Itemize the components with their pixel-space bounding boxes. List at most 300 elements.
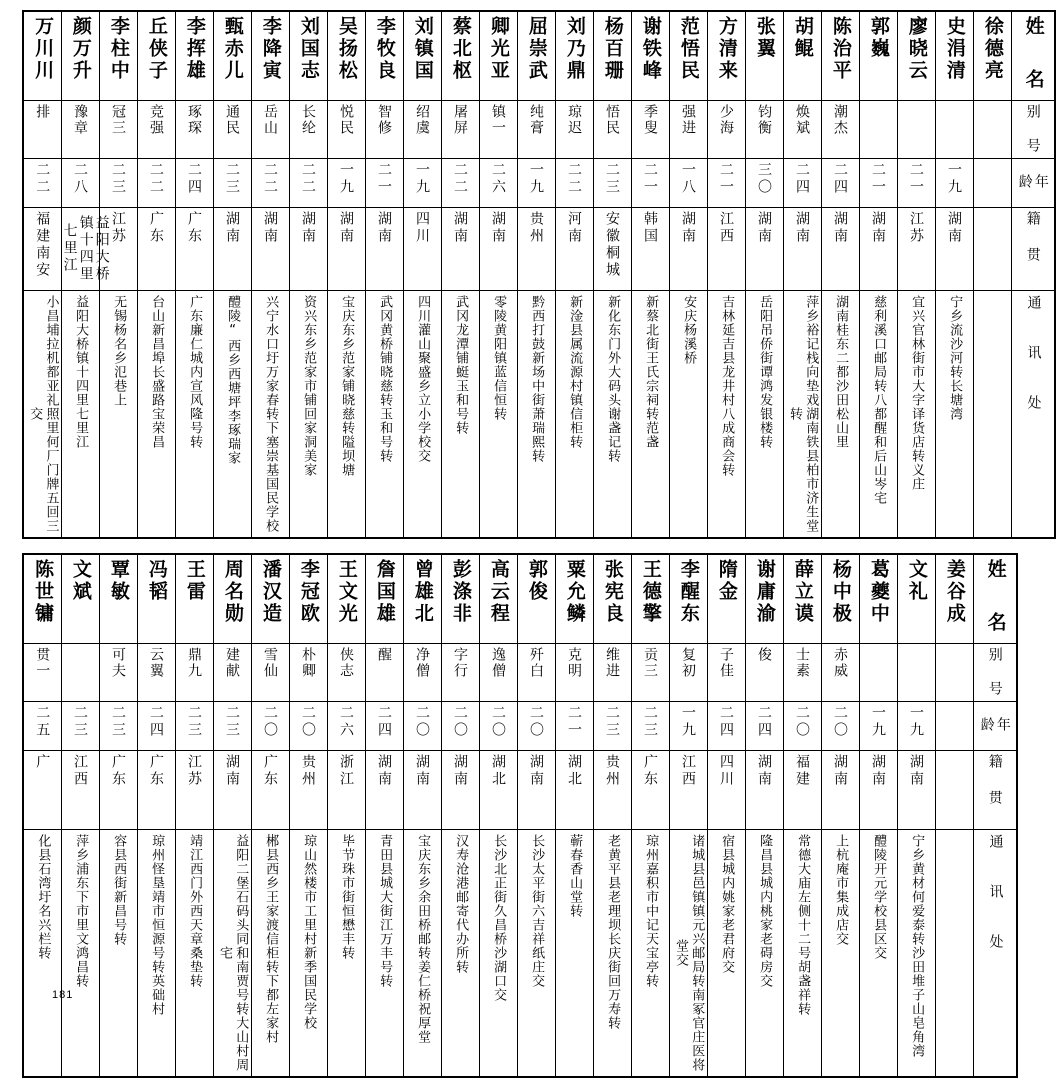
age-text: 二二 bbox=[148, 162, 165, 196]
cell-address bbox=[213, 830, 251, 1078]
header-address-text: 通 讯 处 bbox=[1025, 295, 1042, 419]
cell-alias bbox=[555, 101, 593, 159]
age-text: 二二 bbox=[452, 162, 469, 196]
name-text: 刘镇国 bbox=[411, 16, 434, 82]
cell-alias bbox=[251, 644, 289, 702]
address-text: 琼州嘉积市中记天宝亭转 bbox=[643, 834, 659, 988]
cell-native bbox=[935, 751, 973, 830]
name-text: 隋金 bbox=[715, 559, 738, 603]
native-text: 贵州 bbox=[300, 754, 317, 788]
native-text: 湖南 bbox=[946, 211, 963, 245]
cell-alias bbox=[783, 644, 821, 702]
cell-alias bbox=[137, 644, 175, 702]
age-text: 二三 bbox=[642, 705, 659, 739]
address-text: 郴县西乡王家渡信柜转下都左家村 bbox=[263, 834, 279, 1044]
cell-alias bbox=[669, 101, 707, 159]
name-text: 卿光亚 bbox=[487, 16, 510, 82]
row-age bbox=[23, 702, 1017, 751]
name-text: 陈治平 bbox=[829, 16, 852, 82]
cell-age bbox=[479, 159, 517, 208]
native-text: 湖南 bbox=[794, 211, 811, 245]
cell-alias bbox=[859, 101, 897, 159]
cell-alias bbox=[631, 101, 669, 159]
alias-text: 竞强 bbox=[148, 104, 165, 136]
address-text: 四川灌山聚盛乡立小学校交 bbox=[415, 295, 431, 463]
address-text: 宜兴官林街市大字译货店转义庄 bbox=[909, 295, 925, 491]
cell-native bbox=[669, 751, 707, 830]
cell-native bbox=[859, 751, 897, 830]
native-text: 广东 bbox=[110, 754, 127, 788]
name-text: 万川川 bbox=[32, 16, 55, 82]
address-text: 宁乡黄材何爱泰转沙田堆子山皂角湾 bbox=[909, 834, 925, 1058]
cell-address bbox=[137, 291, 175, 539]
cell-name bbox=[441, 11, 479, 101]
address-text: 化县石湾圩名兴栏转 bbox=[35, 834, 51, 960]
page-number: 181 bbox=[52, 989, 74, 1001]
cell-name bbox=[859, 11, 897, 101]
cell-native bbox=[23, 751, 61, 830]
cell-name bbox=[213, 554, 251, 644]
cell-alias bbox=[897, 644, 935, 702]
cell-age bbox=[327, 702, 365, 751]
cell-native bbox=[137, 751, 175, 830]
cell-alias bbox=[365, 644, 403, 702]
cell-age bbox=[365, 702, 403, 751]
cell-native bbox=[137, 208, 175, 291]
cell-address bbox=[745, 291, 783, 539]
address-text: 醴陵开元学校县区交 bbox=[871, 834, 887, 960]
alias-text: 朴卿 bbox=[300, 647, 317, 679]
cell-age bbox=[23, 702, 61, 751]
header-address bbox=[1011, 291, 1055, 539]
cell-native bbox=[213, 751, 251, 830]
header-age-text: 年 龄 bbox=[1016, 174, 1049, 191]
native-text: 湖南 bbox=[452, 211, 469, 245]
native-text: 湖南 bbox=[414, 754, 431, 788]
alias-text: 排 bbox=[34, 104, 51, 120]
cell-name bbox=[821, 11, 859, 101]
cell-native bbox=[859, 208, 897, 291]
address-text: 新蔡北街王氏宗祠转范盏 bbox=[643, 295, 659, 449]
cell-address bbox=[859, 830, 897, 1078]
name-text: 李醒东 bbox=[677, 559, 700, 625]
cell-address bbox=[365, 830, 403, 1078]
cell-alias bbox=[783, 101, 821, 159]
cell-age bbox=[935, 702, 973, 751]
header-age bbox=[973, 702, 1017, 751]
cell-address bbox=[821, 291, 859, 539]
header-native-text: 籍 贯 bbox=[1024, 211, 1041, 264]
header-native bbox=[973, 751, 1017, 830]
address-text: 新淦县属流源村镇信柜转 bbox=[567, 295, 583, 449]
alias-text: 字行 bbox=[452, 647, 469, 679]
name-text: 张宪良 bbox=[601, 559, 624, 625]
native-text: 四川 bbox=[718, 754, 735, 788]
cell-age bbox=[175, 702, 213, 751]
name-text: 李挥雄 bbox=[183, 16, 206, 82]
cell-native bbox=[251, 208, 289, 291]
cell-name bbox=[935, 554, 973, 644]
name-text: 王德擎 bbox=[639, 559, 662, 625]
cell-address bbox=[441, 830, 479, 1078]
alias-text: 琼迟 bbox=[566, 104, 583, 136]
cell-address bbox=[137, 830, 175, 1078]
cell-alias bbox=[745, 644, 783, 702]
cell-native bbox=[99, 751, 137, 830]
cell-address bbox=[403, 830, 441, 1078]
alias-text: 少海 bbox=[718, 104, 735, 136]
cell-address bbox=[517, 830, 555, 1078]
name-text: 李柱中 bbox=[107, 16, 130, 82]
address-text: 上杭庵市集成店交 bbox=[833, 834, 849, 946]
cell-age bbox=[897, 702, 935, 751]
cell-address bbox=[859, 291, 897, 539]
cell-name bbox=[707, 554, 745, 644]
cell-native bbox=[745, 751, 783, 830]
name-text: 刘国志 bbox=[297, 16, 320, 82]
name-text: 吴扬松 bbox=[335, 16, 358, 82]
cell-address bbox=[783, 291, 821, 539]
header-alias bbox=[1011, 101, 1055, 159]
name-text: 覃敏 bbox=[107, 559, 130, 603]
cell-native bbox=[821, 208, 859, 291]
age-text: 二八 bbox=[72, 162, 89, 196]
cell-age bbox=[973, 159, 1011, 208]
cell-alias bbox=[403, 101, 441, 159]
cell-address bbox=[821, 830, 859, 1078]
address-text: 黔西打鼓新场中街萧瑞熙转 bbox=[529, 295, 545, 463]
age-text: 二三 bbox=[224, 705, 241, 739]
address-text: 隆昌县城内桃家老碍房交 bbox=[757, 834, 773, 988]
address-text: 广东廉仁城内宣风隆号转 bbox=[187, 295, 203, 449]
address-text: 长沙太平街六吉祥纸庄交 bbox=[529, 834, 545, 988]
name-text: 文斌 bbox=[69, 559, 92, 603]
cell-alias bbox=[935, 644, 973, 702]
cell-address bbox=[555, 830, 593, 1078]
native-text: 广东 bbox=[186, 211, 203, 245]
address-text: 常德大庙左侧十二号胡盏祥转 bbox=[795, 834, 811, 1016]
cell-native bbox=[175, 751, 213, 830]
cell-age bbox=[821, 159, 859, 208]
name-text: 冯韬 bbox=[145, 559, 168, 603]
cell-alias bbox=[441, 101, 479, 159]
cell-age bbox=[403, 159, 441, 208]
cell-native bbox=[479, 751, 517, 830]
cell-address bbox=[365, 291, 403, 539]
cell-alias bbox=[897, 101, 935, 159]
name-text: 姜谷成 bbox=[943, 559, 966, 625]
cell-age bbox=[555, 702, 593, 751]
cell-address bbox=[99, 291, 137, 539]
cell-name bbox=[783, 11, 821, 101]
name-text: 王文光 bbox=[335, 559, 358, 625]
cell-native bbox=[783, 751, 821, 830]
native-text: 江西 bbox=[72, 754, 89, 788]
alias-text: 贯一 bbox=[34, 647, 51, 679]
cell-address bbox=[631, 291, 669, 539]
cell-age bbox=[403, 702, 441, 751]
alias-text: 歼白 bbox=[528, 647, 545, 679]
cell-alias bbox=[61, 644, 99, 702]
cell-native bbox=[441, 751, 479, 830]
native-text: 湖南 bbox=[832, 211, 849, 245]
alias-text: 维进 bbox=[604, 647, 621, 679]
cell-age bbox=[251, 702, 289, 751]
cell-name bbox=[973, 11, 1011, 101]
native-text: 江苏 bbox=[110, 211, 127, 245]
cell-alias bbox=[327, 644, 365, 702]
header-name-text: 姓 名 bbox=[984, 559, 1007, 637]
age-text: 二三 bbox=[604, 162, 621, 196]
cell-address bbox=[593, 291, 631, 539]
alias-text: 醒 bbox=[376, 647, 393, 663]
header-age-text: 年 龄 bbox=[978, 717, 1011, 734]
address-text: 宝庆东乡余田桥邮转姜仁桥祝厚堂 bbox=[415, 834, 431, 1044]
alias-text: 钧衡 bbox=[756, 104, 773, 136]
name-text: 谢铁峰 bbox=[639, 16, 662, 82]
cell-alias bbox=[289, 644, 327, 702]
cell-address bbox=[23, 830, 61, 1078]
name-text: 李牧良 bbox=[373, 16, 396, 82]
cell-name bbox=[669, 11, 707, 101]
alias-text: 季叟 bbox=[642, 104, 659, 136]
name-text: 郭巍 bbox=[867, 16, 890, 60]
age-text: 二四 bbox=[718, 705, 735, 739]
address-text: 老黄平县老理坝长庆街回万寿转 bbox=[605, 834, 621, 1030]
address-text: 吉林延吉县龙井村八成商会转 bbox=[719, 295, 735, 477]
name-text: 甄赤儿 bbox=[221, 16, 244, 82]
row-alias bbox=[23, 644, 1017, 702]
native-text: 广东 bbox=[262, 754, 279, 788]
age-text: 二〇 bbox=[832, 705, 849, 739]
cell-age bbox=[707, 159, 745, 208]
address-text: 容县西街新昌号转 bbox=[111, 834, 127, 946]
age-text: 二二 bbox=[262, 162, 279, 196]
header-alias-text: 别 号 bbox=[1024, 104, 1041, 154]
cell-name bbox=[745, 554, 783, 644]
address-text: 安庆杨溪桥 bbox=[681, 295, 697, 365]
address-text: 台山新昌埠长盛路宝荣昌 bbox=[149, 295, 165, 449]
cell-native bbox=[745, 208, 783, 291]
native-text: 四川 bbox=[414, 211, 431, 245]
row-address bbox=[23, 830, 1017, 1078]
cell-age bbox=[859, 159, 897, 208]
cell-age bbox=[517, 159, 555, 208]
address-text: 青田县城大街江万丰号转 bbox=[377, 834, 393, 988]
cell-alias bbox=[99, 644, 137, 702]
address-text: 琼山然楼市工里村新季国民学校 bbox=[301, 834, 317, 1030]
cell-age bbox=[23, 159, 61, 208]
cell-age bbox=[555, 159, 593, 208]
cell-alias bbox=[669, 644, 707, 702]
native-text: 广东 bbox=[148, 754, 165, 788]
cell-age bbox=[61, 159, 99, 208]
cell-alias bbox=[213, 101, 251, 159]
cell-address bbox=[517, 291, 555, 539]
cell-address bbox=[973, 291, 1011, 539]
cell-alias bbox=[745, 101, 783, 159]
native-text: 江苏 bbox=[186, 754, 203, 788]
cell-name bbox=[99, 11, 137, 101]
native-text: 湖南 bbox=[528, 754, 545, 788]
header-alias-text: 别 号 bbox=[986, 647, 1003, 697]
cell-address bbox=[897, 291, 935, 539]
age-text: 二二 bbox=[300, 162, 317, 196]
name-text: 彭涤非 bbox=[449, 559, 472, 625]
alias-text: 鼎九 bbox=[186, 647, 203, 679]
cell-name bbox=[365, 11, 403, 101]
native-text: 贵州 bbox=[528, 211, 545, 245]
cell-address bbox=[441, 291, 479, 539]
age-text: 二〇 bbox=[452, 705, 469, 739]
cell-alias bbox=[403, 644, 441, 702]
cell-age bbox=[935, 159, 973, 208]
alias-text: 琢琛 bbox=[186, 104, 203, 136]
age-text: 二三 bbox=[604, 705, 621, 739]
name-text: 粟允鳞 bbox=[563, 559, 586, 625]
cell-alias bbox=[517, 101, 555, 159]
address-text: 资兴东乡范家市铺回家洞美家 bbox=[301, 295, 317, 477]
cell-alias bbox=[441, 644, 479, 702]
cell-address bbox=[289, 830, 327, 1078]
alias-text: 悦民 bbox=[338, 104, 355, 136]
age-text: 一八 bbox=[680, 162, 697, 196]
cell-age bbox=[441, 702, 479, 751]
age-text: 一九 bbox=[528, 162, 545, 196]
age-text: 一九 bbox=[946, 162, 963, 196]
name-text: 陈世镛 bbox=[32, 559, 55, 625]
cell-address bbox=[707, 291, 745, 539]
cell-native bbox=[175, 208, 213, 291]
alias-text: 通民 bbox=[224, 104, 241, 136]
row-alias bbox=[23, 101, 1055, 159]
cell-name bbox=[593, 11, 631, 101]
cell-native bbox=[517, 751, 555, 830]
cell-alias bbox=[631, 644, 669, 702]
age-text: 二〇 bbox=[414, 705, 431, 739]
cell-alias bbox=[479, 644, 517, 702]
age-text: 二四 bbox=[794, 162, 811, 196]
cell-address bbox=[593, 830, 631, 1078]
age-text: 一九 bbox=[414, 162, 431, 196]
cell-name bbox=[479, 11, 517, 101]
cell-native bbox=[251, 751, 289, 830]
native-text: 福建南安 bbox=[34, 211, 51, 279]
native-text: 湖南 bbox=[452, 754, 469, 788]
cell-name bbox=[555, 554, 593, 644]
native-text: 湖北 bbox=[490, 754, 507, 788]
age-text: 二四 bbox=[376, 705, 393, 739]
cell-age bbox=[251, 159, 289, 208]
header-address-text: 通 讯 处 bbox=[987, 834, 1004, 958]
cell-native bbox=[897, 208, 935, 291]
cell-native bbox=[289, 751, 327, 830]
row-name bbox=[23, 11, 1055, 101]
cell-name bbox=[593, 554, 631, 644]
alias-text: 赤威 bbox=[832, 647, 849, 679]
cell-alias bbox=[935, 101, 973, 159]
name-text: 范悟民 bbox=[677, 16, 700, 82]
age-text: 二四 bbox=[832, 162, 849, 196]
native-text: 安徽桐城 bbox=[604, 211, 621, 279]
cell-address bbox=[327, 830, 365, 1078]
cell-native bbox=[327, 208, 365, 291]
cell-address bbox=[669, 291, 707, 539]
cell-address bbox=[935, 830, 973, 1078]
name-text: 王雷 bbox=[183, 559, 206, 603]
cell-name bbox=[175, 11, 213, 101]
alias-text: 净僧 bbox=[414, 647, 431, 679]
name-text: 颜万升 bbox=[69, 16, 92, 82]
native-text: 湖南 bbox=[908, 754, 925, 788]
age-text: 二三 bbox=[72, 705, 89, 739]
address-text: 益阳二堡石码头同和南贾号转大山村周宅 bbox=[217, 834, 249, 1072]
native-text: 湖南 bbox=[376, 754, 393, 788]
native-text: 湖南 bbox=[870, 754, 887, 788]
age-text: 二一 bbox=[376, 162, 393, 196]
cell-age bbox=[213, 159, 251, 208]
alias-text: 潮杰 bbox=[832, 104, 849, 136]
cell-address bbox=[251, 291, 289, 539]
cell-address bbox=[23, 291, 61, 539]
cell-name bbox=[23, 11, 61, 101]
native-text: 江西 bbox=[680, 754, 697, 788]
name-text: 丘侠子 bbox=[145, 16, 168, 82]
cell-native bbox=[669, 208, 707, 291]
age-text: 二〇 bbox=[262, 705, 279, 739]
row-address bbox=[23, 291, 1055, 539]
cell-age bbox=[783, 159, 821, 208]
cell-address bbox=[897, 830, 935, 1078]
name-text: 张翼 bbox=[753, 16, 776, 60]
header-native-text: 籍 贯 bbox=[986, 754, 1003, 807]
name-text: 李冠欧 bbox=[297, 559, 320, 625]
cell-native bbox=[517, 208, 555, 291]
name-text: 潘汉造 bbox=[259, 559, 282, 625]
cell-alias bbox=[289, 101, 327, 159]
cell-age bbox=[61, 702, 99, 751]
alias-text: 克明 bbox=[566, 647, 583, 679]
alias-text: 纯膏 bbox=[528, 104, 545, 136]
native-text: 韩国 bbox=[642, 211, 659, 245]
native-text: 湖南 bbox=[376, 211, 393, 245]
cell-address bbox=[707, 830, 745, 1078]
name-text: 屈崇武 bbox=[525, 16, 548, 82]
alias-text: 俊 bbox=[756, 647, 773, 663]
cell-address bbox=[745, 830, 783, 1078]
cell-alias bbox=[23, 644, 61, 702]
native-text: 湖南 bbox=[756, 754, 773, 788]
address-text: 毕节珠市街恒懋丰转 bbox=[339, 834, 355, 960]
cell-age bbox=[859, 702, 897, 751]
cell-alias bbox=[821, 101, 859, 159]
native-text: 湖南 bbox=[262, 211, 279, 245]
cell-native bbox=[441, 208, 479, 291]
cell-alias bbox=[821, 644, 859, 702]
address-text: 慈利溪口邮局转八都醒和后山岑宅 bbox=[871, 295, 887, 505]
native-text: 湖南 bbox=[300, 211, 317, 245]
cell-name bbox=[327, 11, 365, 101]
address-text: 宝庆东乡范家铺晓慈转隘坝塘 bbox=[339, 295, 355, 477]
cell-native bbox=[707, 208, 745, 291]
cell-native bbox=[61, 208, 110, 291]
cell-age bbox=[593, 702, 631, 751]
native-text: 广东 bbox=[148, 211, 165, 245]
cell-alias bbox=[479, 101, 517, 159]
cell-age bbox=[669, 159, 707, 208]
cell-alias bbox=[517, 644, 555, 702]
header-age bbox=[1011, 159, 1055, 208]
